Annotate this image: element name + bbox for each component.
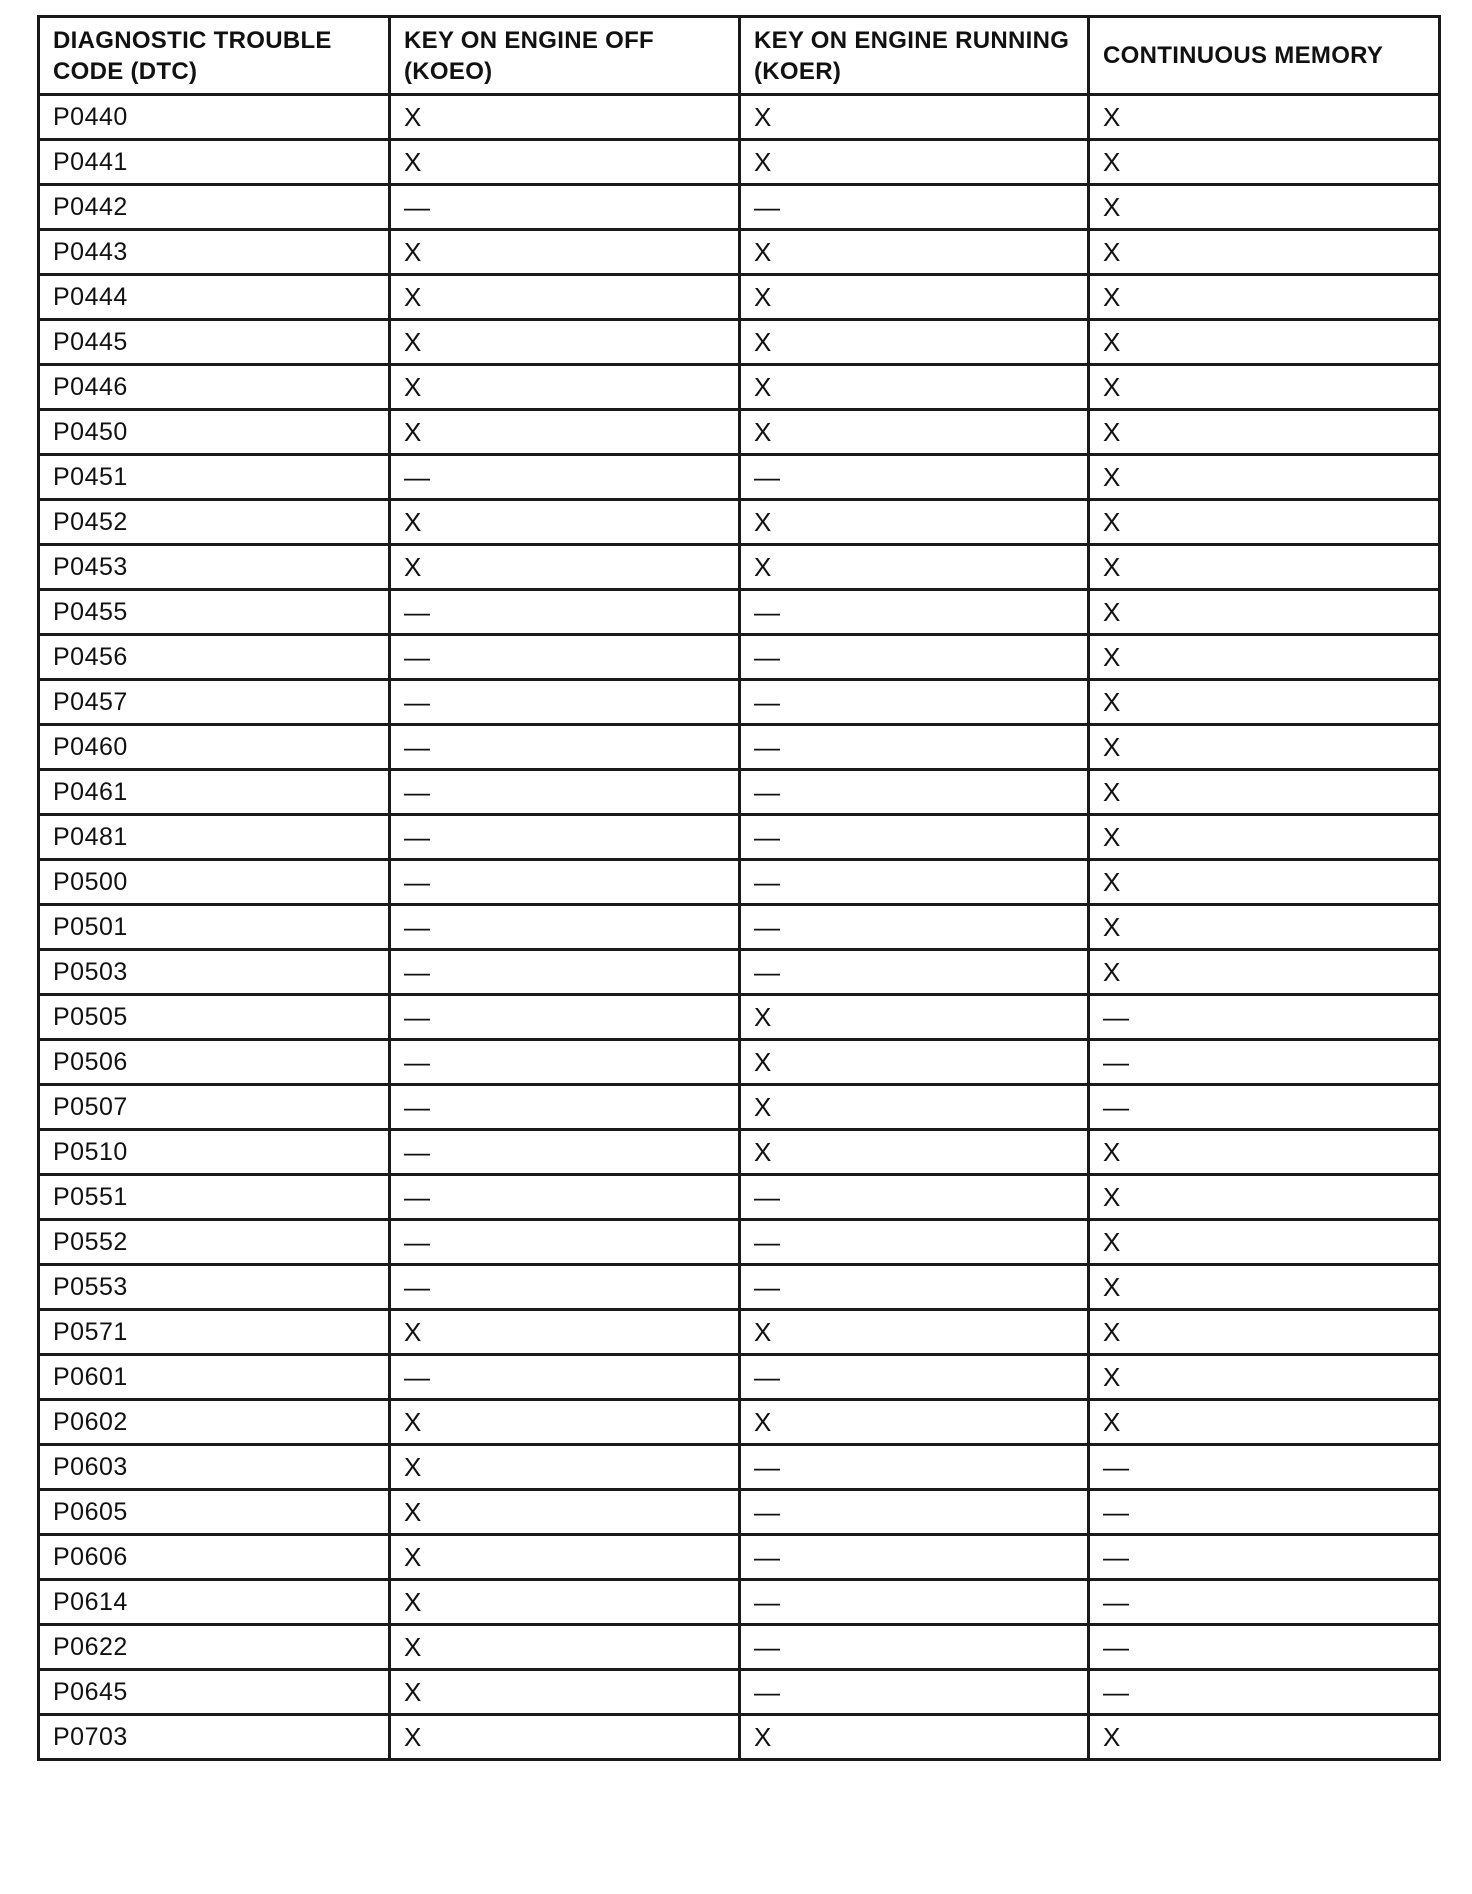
dtc-code-cell: P0444 bbox=[39, 275, 390, 320]
continuous-memory-cell: — bbox=[1089, 1085, 1440, 1130]
table-row bbox=[39, 725, 1440, 770]
dtc-code-cell: P0441 bbox=[39, 140, 390, 185]
dtc-code-cell: P0460 bbox=[39, 725, 390, 770]
dtc-code-cell: P0445 bbox=[39, 320, 390, 365]
koer-cell: X bbox=[740, 275, 1089, 320]
table-row bbox=[39, 995, 1440, 1040]
continuous-memory-cell: X bbox=[1089, 1265, 1440, 1310]
table-row bbox=[39, 1265, 1440, 1310]
dtc-code-cell: P0622 bbox=[39, 1625, 390, 1670]
table-row bbox=[39, 410, 1440, 455]
koer-cell: — bbox=[740, 1445, 1089, 1490]
dtc-code-cell: P0503 bbox=[39, 950, 390, 995]
koer-cell: X bbox=[740, 320, 1089, 365]
header-dtc: DIAGNOSTIC TROUBLE CODE (DTC) bbox=[39, 17, 390, 95]
koeo-cell: X bbox=[390, 95, 740, 140]
continuous-memory-cell: — bbox=[1089, 995, 1440, 1040]
continuous-memory-cell: X bbox=[1089, 725, 1440, 770]
table-body bbox=[39, 95, 1440, 1760]
table-row bbox=[39, 860, 1440, 905]
koer-cell: X bbox=[740, 1400, 1089, 1445]
koeo-cell: — bbox=[390, 680, 740, 725]
koeo-cell: — bbox=[390, 455, 740, 500]
dtc-code-cell: P0571 bbox=[39, 1310, 390, 1355]
dtc-code-cell: P0603 bbox=[39, 1445, 390, 1490]
koeo-cell: — bbox=[390, 770, 740, 815]
koeo-cell: X bbox=[390, 1400, 740, 1445]
table-row bbox=[39, 635, 1440, 680]
koeo-cell: X bbox=[390, 410, 740, 455]
koer-cell: X bbox=[740, 1040, 1089, 1085]
table-row bbox=[39, 905, 1440, 950]
dtc-code-cell: P0451 bbox=[39, 455, 390, 500]
dtc-code-cell: P0455 bbox=[39, 590, 390, 635]
header-koeo: KEY ON ENGINE OFF (KOEO) bbox=[390, 17, 740, 95]
dtc-code-cell: P0440 bbox=[39, 95, 390, 140]
koer-cell: X bbox=[740, 140, 1089, 185]
koer-cell: X bbox=[740, 410, 1089, 455]
continuous-memory-cell: X bbox=[1089, 1400, 1440, 1445]
table-row bbox=[39, 1535, 1440, 1580]
koeo-cell: — bbox=[390, 1130, 740, 1175]
table-row bbox=[39, 185, 1440, 230]
koeo-cell: — bbox=[390, 1265, 740, 1310]
continuous-memory-cell: — bbox=[1089, 1625, 1440, 1670]
continuous-memory-cell: X bbox=[1089, 1355, 1440, 1400]
table-row bbox=[39, 230, 1440, 275]
table-row bbox=[39, 680, 1440, 725]
koer-cell: — bbox=[740, 770, 1089, 815]
dtc-code-cell: P0703 bbox=[39, 1715, 390, 1760]
dtc-code-cell: P0501 bbox=[39, 905, 390, 950]
continuous-memory-cell: X bbox=[1089, 950, 1440, 995]
koeo-cell: — bbox=[390, 950, 740, 995]
koeo-cell: — bbox=[390, 635, 740, 680]
table-row bbox=[39, 140, 1440, 185]
koer-cell: X bbox=[740, 1130, 1089, 1175]
dtc-code-cell: P0450 bbox=[39, 410, 390, 455]
koeo-cell: X bbox=[390, 230, 740, 275]
dtc-code-cell: P0614 bbox=[39, 1580, 390, 1625]
continuous-memory-cell: X bbox=[1089, 365, 1440, 410]
koer-cell: X bbox=[740, 230, 1089, 275]
koeo-cell: — bbox=[390, 1085, 740, 1130]
koer-cell: — bbox=[740, 1535, 1089, 1580]
dtc-code-cell: P0461 bbox=[39, 770, 390, 815]
table-row bbox=[39, 1670, 1440, 1715]
table-row bbox=[39, 275, 1440, 320]
dtc-code-cell: P0442 bbox=[39, 185, 390, 230]
continuous-memory-cell: X bbox=[1089, 635, 1440, 680]
koer-cell: — bbox=[740, 725, 1089, 770]
dtc-code-cell: P0605 bbox=[39, 1490, 390, 1535]
koeo-cell: X bbox=[390, 545, 740, 590]
koer-cell: — bbox=[740, 815, 1089, 860]
table-row bbox=[39, 320, 1440, 365]
dtc-code-cell: P0553 bbox=[39, 1265, 390, 1310]
table-row bbox=[39, 500, 1440, 545]
table-row bbox=[39, 770, 1440, 815]
koer-cell: X bbox=[740, 545, 1089, 590]
dtc-code-cell: P0606 bbox=[39, 1535, 390, 1580]
koeo-cell: X bbox=[390, 1715, 740, 1760]
table-row bbox=[39, 1130, 1440, 1175]
koeo-cell: — bbox=[390, 1040, 740, 1085]
continuous-memory-cell: X bbox=[1089, 1715, 1440, 1760]
continuous-memory-cell: X bbox=[1089, 815, 1440, 860]
dtc-code-cell: P0481 bbox=[39, 815, 390, 860]
koeo-cell: X bbox=[390, 1535, 740, 1580]
continuous-memory-cell: X bbox=[1089, 275, 1440, 320]
dtc-test-mode-table bbox=[37, 15, 1441, 1761]
koer-cell: — bbox=[740, 860, 1089, 905]
koeo-cell: X bbox=[390, 1580, 740, 1625]
koer-cell: X bbox=[740, 1085, 1089, 1130]
dtc-code-cell: P0601 bbox=[39, 1355, 390, 1400]
koer-cell: — bbox=[740, 680, 1089, 725]
continuous-memory-cell: X bbox=[1089, 1220, 1440, 1265]
dtc-code-cell: P0456 bbox=[39, 635, 390, 680]
koer-cell: — bbox=[740, 1490, 1089, 1535]
dtc-code-cell: P0645 bbox=[39, 1670, 390, 1715]
koer-cell: — bbox=[740, 950, 1089, 995]
continuous-memory-cell: X bbox=[1089, 455, 1440, 500]
koer-cell: — bbox=[740, 1355, 1089, 1400]
koer-cell: — bbox=[740, 1220, 1089, 1265]
koeo-cell: X bbox=[390, 1670, 740, 1715]
koer-cell: — bbox=[740, 1580, 1089, 1625]
koeo-cell: X bbox=[390, 320, 740, 365]
koeo-cell: — bbox=[390, 725, 740, 770]
table-row bbox=[39, 1310, 1440, 1355]
koeo-cell: X bbox=[390, 1310, 740, 1355]
table-row bbox=[39, 545, 1440, 590]
table-row bbox=[39, 1580, 1440, 1625]
koeo-cell: X bbox=[390, 140, 740, 185]
table-row bbox=[39, 1355, 1440, 1400]
table-row bbox=[39, 1175, 1440, 1220]
table-row bbox=[39, 1220, 1440, 1265]
continuous-memory-cell: X bbox=[1089, 410, 1440, 455]
koer-cell: — bbox=[740, 1670, 1089, 1715]
koer-cell: — bbox=[740, 1265, 1089, 1310]
koer-cell: X bbox=[740, 1310, 1089, 1355]
table-row bbox=[39, 95, 1440, 140]
koer-cell: X bbox=[740, 1715, 1089, 1760]
table-row bbox=[39, 1400, 1440, 1445]
continuous-memory-cell: X bbox=[1089, 1130, 1440, 1175]
continuous-memory-cell: — bbox=[1089, 1040, 1440, 1085]
koer-cell: — bbox=[740, 590, 1089, 635]
dtc-code-cell: P0602 bbox=[39, 1400, 390, 1445]
continuous-memory-cell: X bbox=[1089, 230, 1440, 275]
table-row bbox=[39, 1085, 1440, 1130]
continuous-memory-cell: X bbox=[1089, 1175, 1440, 1220]
table-row bbox=[39, 815, 1440, 860]
koeo-cell: — bbox=[390, 1175, 740, 1220]
table-row bbox=[39, 1445, 1440, 1490]
koeo-cell: X bbox=[390, 1625, 740, 1670]
header-continuous-memory: CONTINUOUS MEMORY bbox=[1089, 17, 1440, 95]
continuous-memory-cell: X bbox=[1089, 590, 1440, 635]
header-koer: KEY ON ENGINE RUNNING (KOER) bbox=[740, 17, 1089, 95]
continuous-memory-cell: X bbox=[1089, 140, 1440, 185]
dtc-code-cell: P0506 bbox=[39, 1040, 390, 1085]
koer-cell: — bbox=[740, 1625, 1089, 1670]
dtc-code-cell: P0500 bbox=[39, 860, 390, 905]
table-row bbox=[39, 950, 1440, 995]
dtc-code-cell: P0552 bbox=[39, 1220, 390, 1265]
koeo-cell: — bbox=[390, 1220, 740, 1265]
koer-cell: — bbox=[740, 1175, 1089, 1220]
koer-cell: — bbox=[740, 635, 1089, 680]
dtc-code-cell: P0453 bbox=[39, 545, 390, 590]
continuous-memory-cell: — bbox=[1089, 1445, 1440, 1490]
koer-cell: — bbox=[740, 905, 1089, 950]
continuous-memory-cell: — bbox=[1089, 1580, 1440, 1625]
dtc-code-cell: P0457 bbox=[39, 680, 390, 725]
koeo-cell: X bbox=[390, 1445, 740, 1490]
koeo-cell: — bbox=[390, 860, 740, 905]
continuous-memory-cell: — bbox=[1089, 1535, 1440, 1580]
table-row bbox=[39, 1625, 1440, 1670]
koeo-cell: — bbox=[390, 1355, 740, 1400]
continuous-memory-cell: X bbox=[1089, 905, 1440, 950]
continuous-memory-cell: — bbox=[1089, 1670, 1440, 1715]
table-row bbox=[39, 1715, 1440, 1760]
dtc-code-cell: P0510 bbox=[39, 1130, 390, 1175]
table-row bbox=[39, 365, 1440, 410]
koeo-cell: — bbox=[390, 905, 740, 950]
continuous-memory-cell: X bbox=[1089, 185, 1440, 230]
table-row bbox=[39, 1490, 1440, 1535]
dtc-code-cell: P0452 bbox=[39, 500, 390, 545]
koeo-cell: X bbox=[390, 1490, 740, 1535]
continuous-memory-cell: X bbox=[1089, 770, 1440, 815]
continuous-memory-cell: X bbox=[1089, 500, 1440, 545]
koer-cell: X bbox=[740, 365, 1089, 410]
continuous-memory-cell: — bbox=[1089, 1490, 1440, 1535]
koer-cell: X bbox=[740, 95, 1089, 140]
koeo-cell: X bbox=[390, 500, 740, 545]
koeo-cell: X bbox=[390, 365, 740, 410]
continuous-memory-cell: X bbox=[1089, 95, 1440, 140]
koer-cell: — bbox=[740, 185, 1089, 230]
koer-cell: — bbox=[740, 455, 1089, 500]
table-row bbox=[39, 455, 1440, 500]
dtc-code-cell: P0507 bbox=[39, 1085, 390, 1130]
koer-cell: X bbox=[740, 995, 1089, 1040]
continuous-memory-cell: X bbox=[1089, 1310, 1440, 1355]
dtc-code-cell: P0551 bbox=[39, 1175, 390, 1220]
dtc-code-cell: P0443 bbox=[39, 230, 390, 275]
koeo-cell: — bbox=[390, 995, 740, 1040]
koeo-cell: — bbox=[390, 590, 740, 635]
continuous-memory-cell: X bbox=[1089, 860, 1440, 905]
continuous-memory-cell: X bbox=[1089, 680, 1440, 725]
table-row bbox=[39, 1040, 1440, 1085]
dtc-code-cell: P0505 bbox=[39, 995, 390, 1040]
continuous-memory-cell: X bbox=[1089, 545, 1440, 590]
koeo-cell: X bbox=[390, 275, 740, 320]
table-header bbox=[39, 17, 1440, 95]
continuous-memory-cell: X bbox=[1089, 320, 1440, 365]
table-row bbox=[39, 590, 1440, 635]
header-row bbox=[39, 17, 1440, 95]
koeo-cell: — bbox=[390, 815, 740, 860]
koer-cell: X bbox=[740, 500, 1089, 545]
dtc-code-cell: P0446 bbox=[39, 365, 390, 410]
koeo-cell: — bbox=[390, 185, 740, 230]
